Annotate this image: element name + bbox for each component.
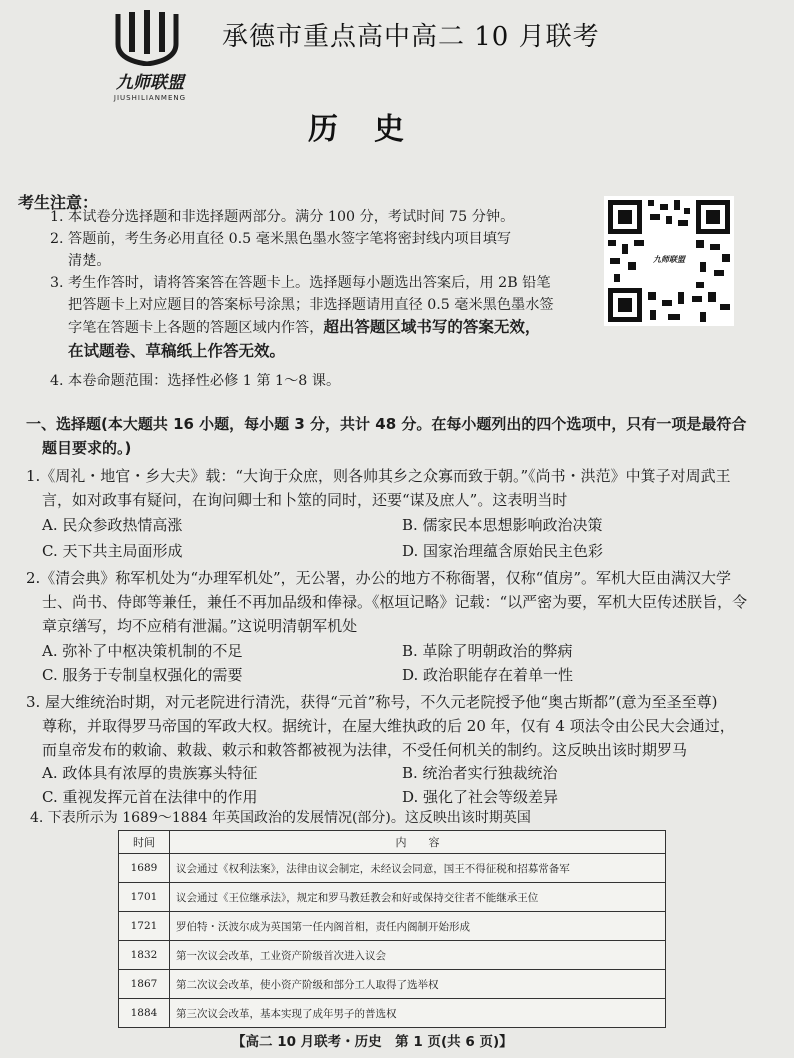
notice-item-3-cont: 把答题卡上对应题目的答案标号涂黑；非选择题请用直径 0.5 毫米黑色墨水签 [68, 297, 554, 313]
question-1-option-b[interactable]: B. 儒家民本思想影响政治决策 [402, 516, 603, 534]
section-header [26, 412, 766, 460]
table-cell-year: 1689 [119, 854, 170, 883]
question-4-stem-line-1: 4. 下表所示为 1689～1884 年英国政治的发展情况(部分)。这反映出该时期英国 [30, 810, 531, 826]
question-1-option-a[interactable]: A. 民众参政热情高涨 [42, 516, 183, 534]
notice-item-3: 3. 考生作答时，请将答案答在答题卡上。选择题每小题选出答案后，用 2B 铅笔 [50, 275, 551, 291]
brand-logo [100, 10, 200, 110]
question-1-option-d[interactable]: D. 国家治理蕴含原始民主色彩 [402, 542, 604, 560]
notice-item-4: 4. 本卷命题范围：选择性必修 1 第 1～8 课。 [50, 373, 341, 389]
notice-emphasis-1: 超出答题区域书写的答案无效， [323, 318, 541, 336]
question-3-stem-line-2: 尊称，并取得罗马帝国的军政大权。据统计，在屋大维执政的后 20 年，仅有 4 项法令由公民大会通过， [42, 717, 735, 735]
question-2-option-d[interactable]: D. 政治职能存在着单一性 [402, 666, 574, 684]
history-table [118, 830, 666, 1028]
table-header-row [119, 831, 666, 854]
table-cell-content: 议会通过《权利法案》，法律由议会制定，未经议会同意，国王不得征税和招募常备军 [170, 854, 666, 883]
table-row [119, 970, 666, 999]
table-header-time: 时间 [119, 831, 170, 854]
notice-item-2-cont: 清楚。 [68, 253, 111, 269]
logo-text: 九师联盟 [116, 73, 184, 93]
notice-item-2: 2. 答题前，考生务必用直径 0.5 毫米黑色墨水签字笔将密封线内项目填写 [50, 231, 512, 247]
logo-subtext: JIUSHILIANMENG [113, 94, 187, 102]
table-row [119, 854, 666, 883]
table-row [119, 941, 666, 970]
qr-code[interactable] [604, 196, 734, 326]
qr-logo-text: 九师联盟 [653, 255, 685, 264]
question-2-option-a[interactable]: A. 弥补了中枢决策机制的不足 [42, 642, 243, 660]
table-cell-year: 1884 [119, 999, 170, 1028]
table-cell-year: 1721 [119, 912, 170, 941]
table-cell-year: 1701 [119, 883, 170, 912]
table-cell-content: 第三次议会改革，基本实现了成年男子的普选权 [170, 999, 666, 1028]
table-header-content: 内 容 [170, 831, 666, 854]
subject-title: 历史 [308, 112, 440, 147]
table-cell-content: 第二次议会改革，使小资产阶级和部分工人取得了选举权 [170, 970, 666, 999]
exam-title: 承德市重点高中高二 10 月联考 [222, 22, 600, 52]
question-1-stem-line-1: 1.《周礼・地官・乡大夫》载：“大询于众庶，则各帅其乡之众寡而致于朝。”《尚书・洪范》中箕子对周武王 [26, 467, 731, 485]
question-3-stem-line-1: 3. 屋大维统治时期，对元老院进行清洗，获得“元首”称号，不久元老院授予他“奥古斯都”(意为至圣至尊) [26, 693, 718, 711]
table-row [119, 999, 666, 1028]
question-3-stem-line-3: 而皇帝发布的敕谕、敕裁、敕示和敕答都被视为法律，不受任何机关的制约。这反映出该时期罗马 [42, 741, 688, 759]
question-2-stem-line-2: 士、尚书、侍郎等兼任，兼任不再加品级和俸禄。《枢垣记略》记载：“以严密为要，军机大臣传述朕旨，令 [42, 593, 748, 611]
question-2-stem-line-1: 2.《清会典》称军机处为“办理军机处”，无公署，办公的地方不称衙署，仅称“值房”。军机大臣由满汉大学 [26, 569, 731, 587]
section-line-2: 题目要求的。) [42, 439, 132, 457]
question-3-option-b[interactable]: B. 统治者实行独裁统治 [402, 764, 558, 782]
page-footer: 【高二 10 月联考・历史 第 1 页(共 6 页)】 [232, 1034, 513, 1050]
table-cell-content: 罗伯特・沃波尔成为英国第一任内阁首相，责任内阁制开始形成 [170, 912, 666, 941]
question-1-stem-line-2: 言，如对政事有疑问，在询问卿士和卜筮的同时，还要“谋及庶人”。这表明当时 [42, 491, 568, 509]
question-2-option-b[interactable]: B. 革除了明朝政治的弊病 [402, 642, 573, 660]
notice-title: 考生注意： [18, 193, 99, 212]
logo-mark-icon [112, 10, 182, 66]
question-2-option-c[interactable]: C. 服务于专制皇权强化的需要 [42, 666, 243, 684]
question-3-option-a[interactable]: A. 政体具有浓厚的贵族寡头特征 [42, 764, 258, 782]
table-row [119, 912, 666, 941]
table-cell-content: 第一次议会改革，工业资产阶级首次进入议会 [170, 941, 666, 970]
table-row [119, 883, 666, 912]
table-cell-year: 1832 [119, 941, 170, 970]
question-2-stem-line-3: 章京缮写，均不应稍有泄漏。”这说明清朝军机处 [42, 617, 358, 635]
question-3-option-c[interactable]: C. 重视发挥元首在法律中的作用 [42, 788, 258, 806]
table-cell-year: 1867 [119, 970, 170, 999]
section-line-1: 一、选择题(本大题共 16 小题，每小题 3 分，共计 48 分。在每小题列出的四个选项中，只有一项是最符合 [26, 415, 747, 433]
table-cell-content: 议会通过《王位继承法》，规定和罗马教廷教会和好或保持交往者不能继承王位 [170, 883, 666, 912]
notice-emphasis-2: 在试题卷、草稿纸上作答无效。 [68, 342, 286, 360]
question-1-option-c[interactable]: C. 天下共主局面形成 [42, 542, 183, 560]
question-3-option-d[interactable]: D. 强化了社会等级差异 [402, 788, 559, 806]
notice-item-1: 1. 本试卷分选择题和非选择题两部分。满分 100 分，考试时间 75 分钟。 [50, 209, 515, 225]
notice-item-3-line3 [68, 316, 608, 339]
notice-item-3-tail: 字笔在答题卡上各题的答题区域内作答， [68, 320, 324, 336]
